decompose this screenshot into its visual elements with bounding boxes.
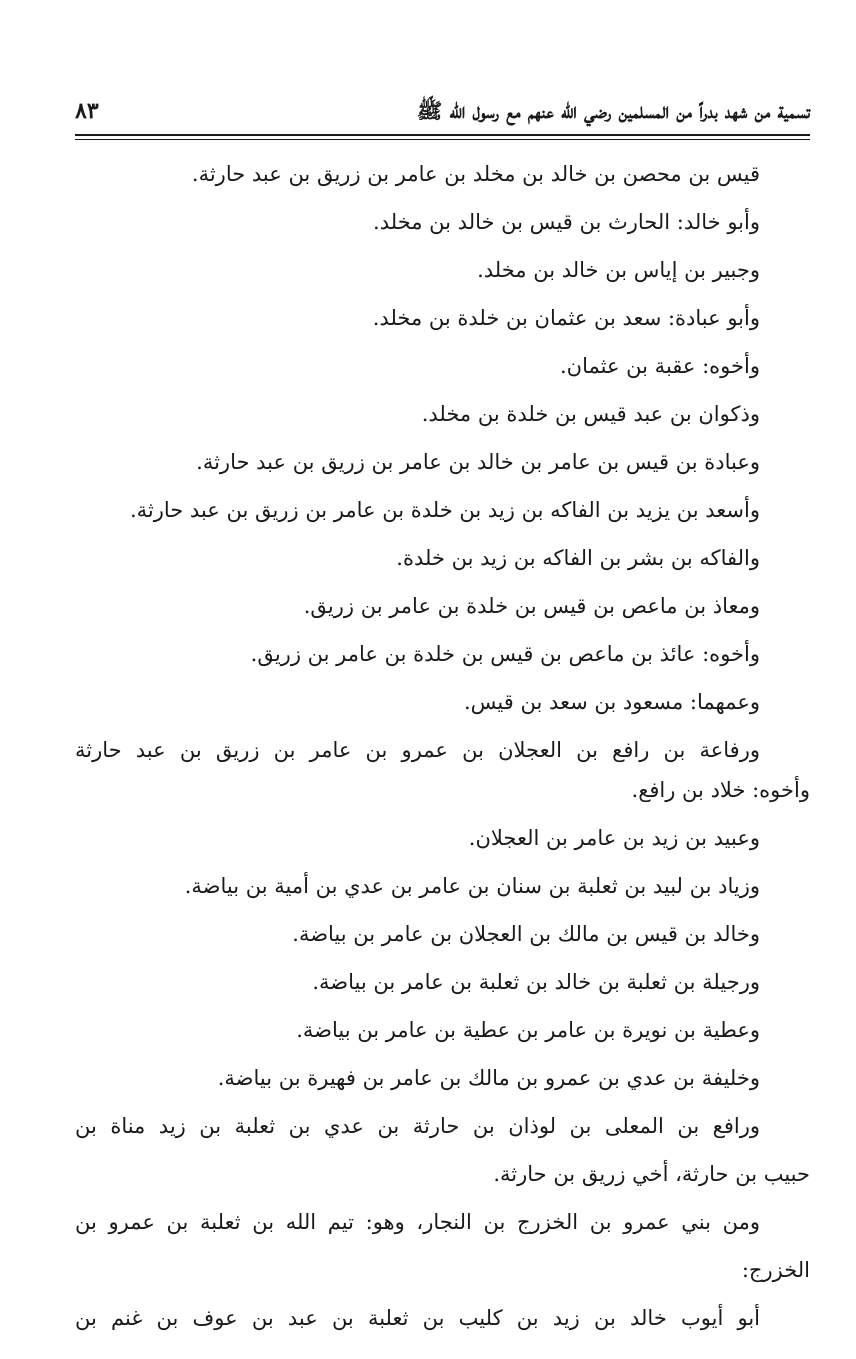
text-line: ومن بني عمرو بن الخزرج بن النجار، وهو: تيم الله بن ثعلبة بن عمرو بن bbox=[75, 1210, 760, 1234]
text-line: وزياد بن لبيد بن ثعلبة بن سنان بن عامر بن عدي بن أمية بن بياضة. bbox=[184, 874, 760, 898]
header-rule-thick bbox=[75, 134, 810, 136]
text-line: وأبو عبادة: سعد بن عثمان بن خلدة بن مخلد. bbox=[372, 306, 760, 330]
text-line: وعمهما: مسعود بن سعد بن قيس. bbox=[463, 690, 760, 714]
running-title: تسمية من شهد بدراً من المسلمين رضي الله عنهم مع رسول الله ﷺ bbox=[416, 98, 810, 123]
text-line: قيس بن محصن بن خالد بن مخلد بن عامر بن زريق بن عبد حارثة. bbox=[191, 162, 760, 186]
header-rule-thin bbox=[75, 139, 810, 140]
text-line: الخزرج: bbox=[741, 1258, 810, 1282]
text-line: وعطية بن نويرة بن عامر بن عطية بن عامر بن بياضة. bbox=[296, 1018, 760, 1042]
text-line: وعبادة بن قيس بن عامر بن خالد بن عامر بن زريق بن عبد حارثة. bbox=[196, 450, 760, 474]
text-line: وأخوه: عقبة بن عثمان. bbox=[560, 354, 760, 378]
text-line: وذكوان بن عبد قيس بن خلدة بن مخلد. bbox=[421, 402, 760, 426]
text-line: ورفاعة بن رافع بن العجلان بن عمرو بن عامر بن زريق بن عبد حارثة bbox=[75, 738, 760, 762]
text-line: وأخوه: خلاد بن رافع. bbox=[631, 778, 810, 802]
text-line: حبيب بن حارثة، أخي زريق بن حارثة. bbox=[493, 1162, 810, 1186]
text-line: وجبير بن إياس بن خالد بن مخلد. bbox=[477, 258, 760, 282]
text-line: وأخوه: عائذ بن ماعص بن قيس بن خلدة بن عامر بن زريق. bbox=[250, 642, 760, 666]
text-line: ورافع بن المعلى بن لوذان بن حارثة بن عدي بن ثعلبة بن زيد مناة بن bbox=[75, 1114, 760, 1138]
text-line: أبو أيوب خالد بن زيد بن كليب بن ثعلبة بن عبد بن عوف بن غنم بن bbox=[75, 1306, 760, 1330]
text-line: ومعاذ بن ماعص بن قيس بن خلدة بن عامر بن زريق. bbox=[303, 594, 760, 618]
text-line: وخالد بن قيس بن مالك بن العجلان بن عامر بن بياضة. bbox=[292, 922, 760, 946]
page-header bbox=[75, 98, 810, 132]
text-line: وعبيد بن زيد بن عامر بن العجلان. bbox=[468, 826, 760, 850]
text-line: ورجيلة بن ثعلبة بن خالد بن ثعلبة بن عامر بن بياضة. bbox=[312, 970, 760, 994]
text-line: والفاكه بن بشر بن الفاكه بن زيد بن خلدة. bbox=[396, 546, 760, 570]
text-line: وأبو خالد: الحارث بن قيس بن خالد بن مخلد. bbox=[373, 210, 760, 234]
text-line: وأسعد بن يزيد بن الفاكه بن زيد بن خلدة بن عامر بن زريق بن عبد حارثة. bbox=[129, 498, 760, 522]
body-text bbox=[75, 150, 810, 1342]
page-number: ٨٣ bbox=[75, 98, 99, 124]
text-line: وخليفة بن عدي بن عمرو بن مالك بن عامر بن فهيرة بن بياضة. bbox=[217, 1066, 760, 1090]
